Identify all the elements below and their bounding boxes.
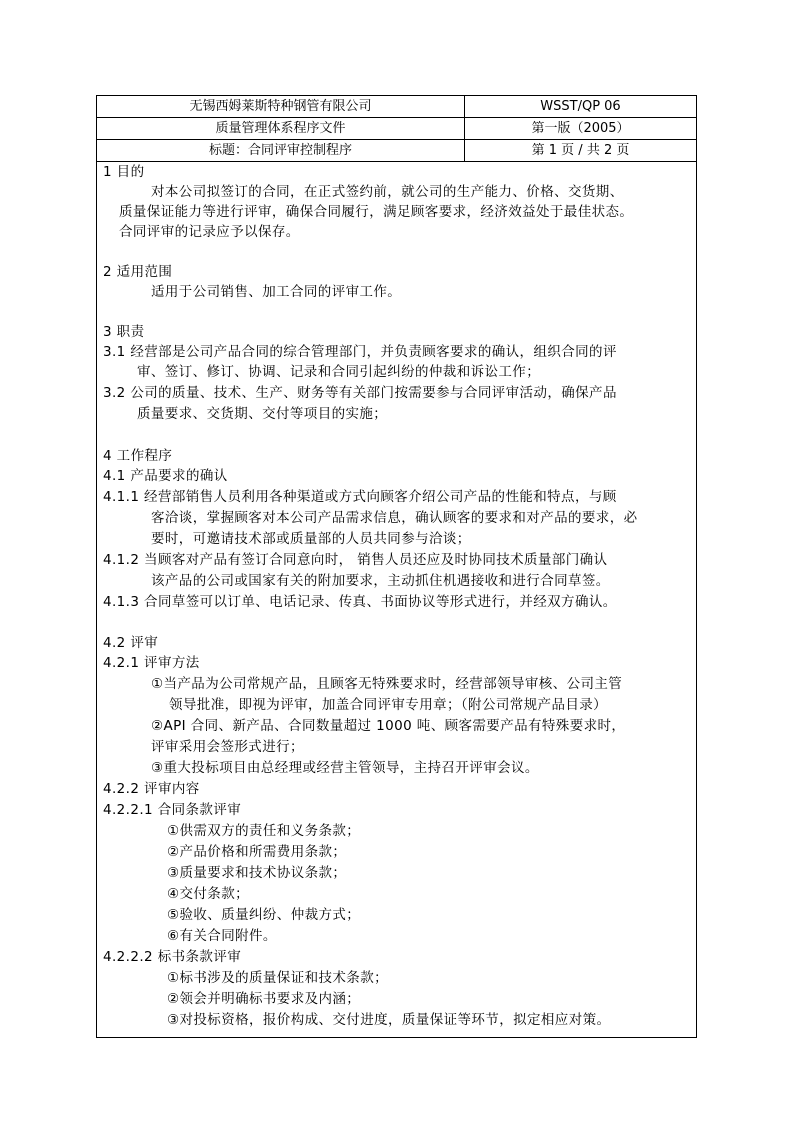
heading-purpose: 1 目的 [103,164,145,180]
subheading: 4.2.2.2 标书条款评审 [103,949,242,965]
heading-scope: 2 适用范围 [103,264,173,280]
company-name: 无锡西姆莱斯特种钢管有限公司 [97,96,465,117]
paragraph-line: 4.1.2 当顾客对产品有签订合同意向时， 销售人员还应及时协同技术质量部门确认 [103,552,608,568]
paragraph-line: 合同评审的记录应予以保存。 [119,224,300,240]
document-frame [96,95,697,1038]
list-item: ③对投标资格，报价构成、交付进度，质量保证等环节，拟定相应对策。 [167,1012,611,1028]
list-item: ③重大投标项目由总经理或经营主管领导，主持召开评审会议。 [151,760,539,776]
document-type: 质量管理体系程序文件 [97,118,465,139]
list-item: ②领会并明确标书要求及内涵； [167,991,361,1007]
paragraph-line: 3.1 经营部是公司产品合同的综合管理部门，并负责顾客要求的确认，组织合同的评 [103,344,617,360]
list-item: ②API 合同、新产品、合同数量超过 1000 吨、顾客需要产品有特殊要求时， [151,718,626,734]
header-row-3 [97,140,696,162]
list-item: ①标书涉及的质量保证和技术条款； [167,970,389,986]
paragraph-line: 客洽谈，掌握顾客对本公司产品需求信息，确认顾客的要求和对产品的要求，必 [151,510,638,526]
heading-procedure: 4 工作程序 [103,448,173,464]
edition: 第一版（2005） [531,121,630,136]
paragraph-line: 4.1.3 合同草签可以订单、电话记录、传真、书面协议等形式进行，并经双方确认。 [103,594,617,610]
paragraph-line: 质量保证能力等进行评审，确保合同履行，满足顾客要求，经济效益处于最佳状态。 [119,204,634,220]
list-item: ③质量要求和技术协议条款； [167,865,347,881]
list-item: ⑤验收、质量纠纷、仲裁方式； [167,907,361,923]
header-row-1 [97,96,696,118]
heading-responsibility: 3 职责 [103,324,145,340]
paragraph-line: 质量要求、交货期、交付等项目的实施； [137,406,388,422]
list-item-continuation: 领导批准，即视为评审，加盖合同评审专用章；（附公司常规产品目录） [169,697,608,713]
document-code: WSST/QP 06 [540,99,621,114]
paragraph-line: 审、签订、修订、协调、记录和合同引起纠纷的仲裁和诉讼工作； [137,364,541,380]
subheading: 4.1 产品要求的确认 [103,468,228,484]
paragraph-line: 4.1.1 经营部销售人员利用各种渠道或方式向顾客介绍公司产品的性能和特点，与顾 [103,489,617,505]
header-row-2 [97,118,696,140]
paragraph-line: 3.2 公司的质量、技术、生产、财务等有关部门按需要参与合同评审活动，确保产品 [103,385,617,401]
paragraph-line: 要时，可邀请技术部或质量部的人员共同参与洽谈； [151,531,471,547]
list-item-continuation: 评审采用会签形式进行； [151,739,304,755]
paragraph-line: 适用于公司销售、加工合同的评审工作。 [151,284,402,300]
paragraph-line: 对本公司拟签订的合同，在正式签约前，就公司的生产能力、价格、交货期、 [151,184,624,200]
list-item: ①当产品为公司常规产品，且顾客无特殊要求时，经营部领导审核、公司主管 [151,676,623,692]
subheading: 4.2.1 评审方法 [103,655,200,671]
list-item: ⑥有关合同附件。 [167,928,277,944]
subheading: 4.2.2.1 合同条款评审 [103,802,242,818]
list-item: ①供需双方的责任和义务条款； [167,823,361,839]
subheading: 4.2 评审 [103,635,159,651]
subheading: 4.2.2 评审内容 [103,781,200,797]
document-title: 标题：合同评审控制程序 [97,140,465,161]
paragraph-line: 该产品的公司或国家有关的附加要求，主动抓住机遇接收和进行合同草签。 [151,573,610,589]
list-item: ②产品价格和所需费用条款； [167,844,347,860]
list-item: ④交付条款； [167,886,250,902]
page-number: 第 1 页 / 共 2 页 [531,143,630,158]
